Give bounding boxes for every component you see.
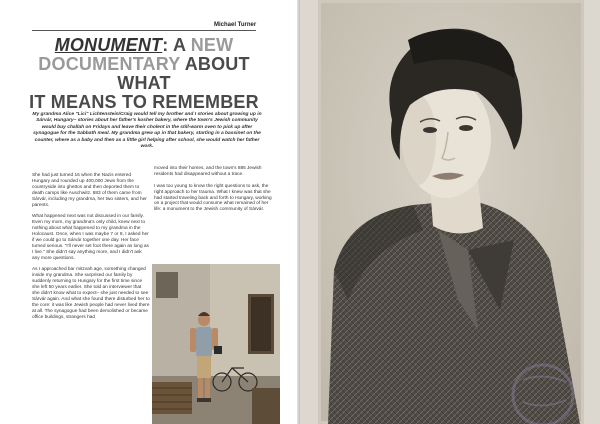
body-paragraph: What happened next was not discussed in our family. Even my mom, my grandma's only child, knew next to nothing about what happened to my grandma in the Holocaust. Once, when I was maybe 7 or 8, I asked her if we could go to Sárvár together one day. Her face turned serious. "I'll never set foot there again as long as I live." She didn't say anything more, and I didn't ask any more questions. <box>32 214 149 261</box>
intro-paragraph: My grandma Alice "Lici" Lichtenstein/Craig would tell my brother and I stories about growing up in Sárvár, Hungary– stories about her father's kosher bakery, where the town's Jewish community would buy challah on Fridays and leave their cholent in the still-warm oven to pick up after synagogue for the Sabbath meal. My grandma grew up in that bakery, starting in a bassinet on the counter, where as a baby and then as a little girl helping after school, she would watch her father work. <box>32 112 262 150</box>
title-colon: : <box>162 35 169 55</box>
body-column-2 <box>154 166 272 219</box>
title-documentary-name: MONUMENT <box>54 35 163 55</box>
author-byline: Michael Turner <box>214 22 257 28</box>
body-column-1 <box>32 173 150 327</box>
title-article: A <box>168 35 191 55</box>
courtyard-photo <box>152 264 280 424</box>
article-title <box>28 36 260 112</box>
vintage-portrait-photo <box>318 0 584 424</box>
title-rest: IT MEANS TO REMEMBER <box>29 92 259 112</box>
right-page <box>300 0 600 424</box>
body-paragraph: She had just turned 16 when the Nazis entered Hungary and rounded up 400,000 Jews from the countryside into ghettos and then deported them to death camps like Auschwitz. 883 of them came from Sárvár, including my grandma, her two sisters, and her parents. <box>32 173 147 208</box>
title-new: NEW <box>190 35 234 55</box>
byline-divider <box>32 30 256 31</box>
body-paragraph: moved into their homes, and the town's 885 Jewish residents had disappeared without a trace. <box>154 166 262 177</box>
title-documentary: DOCUMENTARY <box>38 54 181 74</box>
body-paragraph: As I approached bar mitzvah age, something changed inside my grandma. She surprised our family by suddenly returning to Hungary for the first time since she left 50 years earlier. She told an interviewer that she didn't know what to expect– she just needed to see Sárvár again. And what she found there disturbed her to the core: it was like Jewish people had never lived there at all. The synagogue had been demolished or became office buildings, strangers had <box>32 267 150 320</box>
body-paragraph: I was too young to know the right questions to ask, the right approach to her trauma. What I knew was that she had started traveling back and forth to Hungary, working on a project that would consume what remained of her life: a monument to the Jewish community of Sárvár. <box>154 183 272 213</box>
title-about-what: ABOUT WHAT <box>117 54 250 93</box>
